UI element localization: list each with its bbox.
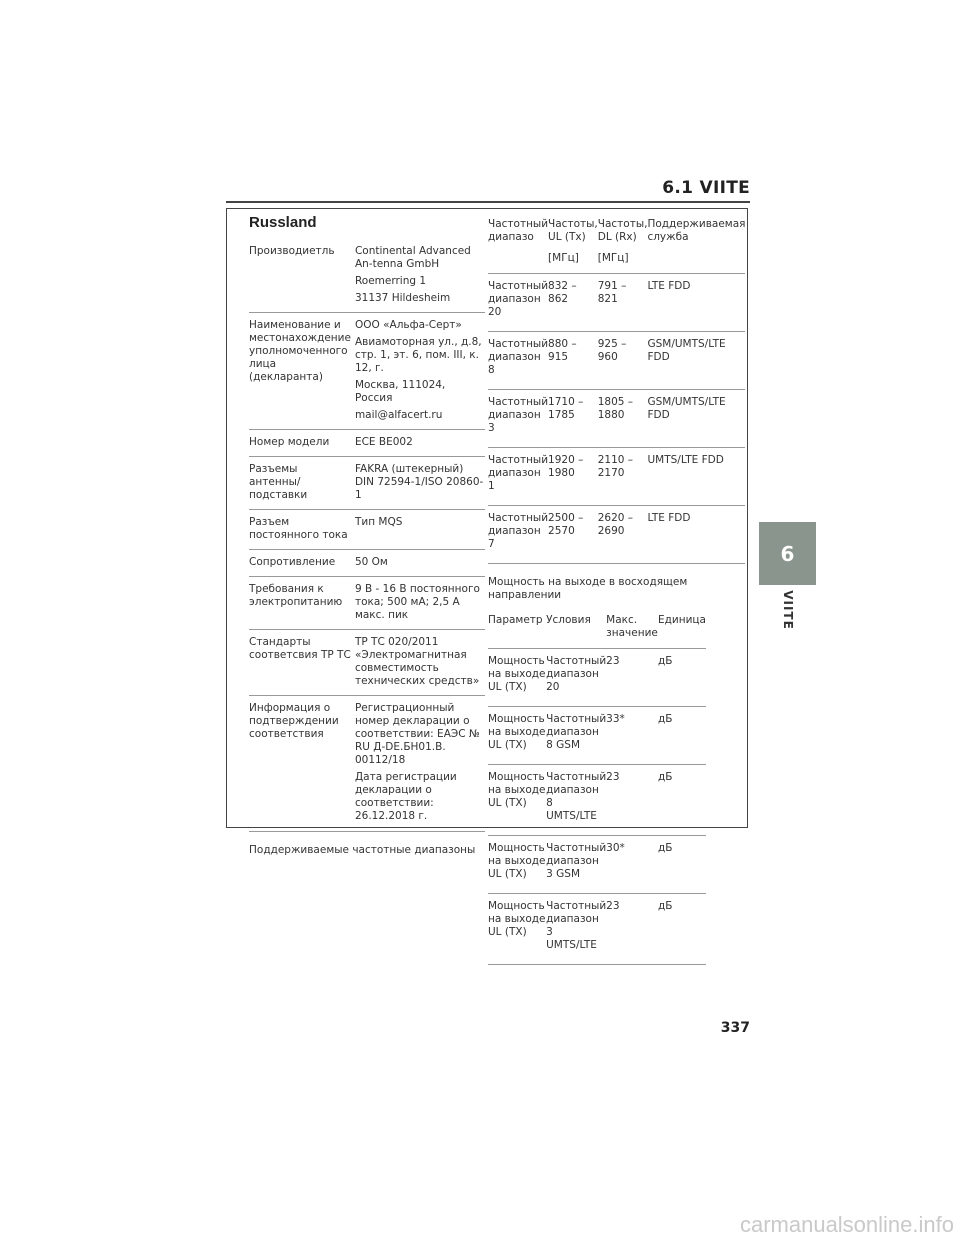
spec-row <box>249 550 485 577</box>
freq-cell: 2620 – 2690 <box>598 506 648 564</box>
power-cell: Частотный диапазон 8 GSM <box>546 707 606 765</box>
spec-value <box>355 457 485 510</box>
power-cell: дБ <box>658 649 706 707</box>
spec-row <box>249 430 485 457</box>
power-cell: Частотный диапазон 20 <box>546 649 606 707</box>
spec-value <box>355 630 485 696</box>
freq-header-line: Поддерживаемая служба <box>647 218 746 243</box>
power-cell: Мощность на выходе UL (TX) <box>488 894 546 965</box>
freq-header-cell <box>647 214 745 274</box>
spec-key: Номер модели <box>249 430 355 457</box>
freq-cell: 1805 – 1880 <box>598 390 648 448</box>
power-cell: Мощность на выходе UL (TX) <box>488 649 546 707</box>
spec-value-line: FAKRA (штекерный) DIN 72594-1/ISO 20860-1 <box>354 463 484 501</box>
freq-header-line: Частоты, UL (Tx) <box>548 218 598 243</box>
frequency-table <box>488 214 745 564</box>
freq-cell: UMTS/LTE FDD <box>647 448 745 506</box>
power-cell: Частотный диапазон 3 GSM <box>546 836 606 894</box>
freq-cell: 791 – 821 <box>598 274 648 332</box>
power-cell: дБ <box>658 707 706 765</box>
freq-cell: 2110 – 2170 <box>598 448 648 506</box>
power-cell: 23 <box>606 765 658 836</box>
freq-header-line: [МГц] <box>597 252 629 264</box>
power-cell: 33* <box>606 707 658 765</box>
freq-header-line: Частотный диапазо <box>488 218 549 243</box>
section-title: Russland <box>249 214 317 231</box>
power-cell: Мощность на выходе UL (TX) <box>488 836 546 894</box>
power-cell: Мощность на выходе UL (TX) <box>488 707 546 765</box>
spec-value-line: Continental Advanced An-tenna GmbH <box>354 245 471 270</box>
power-heading: Мощность на выходе в восходящем направлении <box>488 576 688 601</box>
spec-column <box>249 214 485 856</box>
spec-value-line: ТР ТС 020/2011 «Электромагнитная совместимость технических средств» <box>354 636 480 687</box>
header-rule <box>226 201 750 203</box>
freq-header-cell <box>598 214 648 274</box>
spec-key: Разъем постоянного тока <box>249 510 355 550</box>
freq-cell: Частотный диапазон 20 <box>488 274 548 332</box>
power-row <box>488 765 706 836</box>
freq-header-line: [МГц] <box>548 252 579 264</box>
power-cell: дБ <box>658 765 706 836</box>
frequency-column <box>488 214 746 965</box>
freq-row <box>488 506 745 564</box>
spec-value-line: Регистрационный номер декларации о соответствии: ЕАЭС № RU Д-DE.БН01.В. 00112/18 <box>354 702 480 766</box>
freq-cell: Частотный диапазон 3 <box>488 390 548 448</box>
power-cell: 23 <box>606 649 658 707</box>
spec-row <box>249 577 485 630</box>
spec-value-line: Тип MQS <box>354 516 403 528</box>
spec-key: Требования к электропитанию <box>249 577 355 630</box>
power-header-cell: Единица <box>658 610 706 649</box>
spec-row <box>249 457 485 510</box>
freq-header-line: Частоты, DL (Rx) <box>597 218 648 243</box>
spec-value-line: Дата регистрации декларации о соответствии: 26.12.2018 г. <box>354 771 457 822</box>
freq-row <box>488 274 745 332</box>
power-cell: Частотный диапазон 8 UMTS/LTE <box>546 765 606 836</box>
spec-value-line: ООО «Альфа-Серт» <box>354 319 462 331</box>
power-header-cell: Макс. значение <box>606 610 658 649</box>
spec-value-line: ECE BE002 <box>354 436 413 448</box>
freq-cell: 880 – 915 <box>548 332 598 390</box>
spec-row <box>249 239 485 313</box>
freq-cell: GSM/UMTS/LTE FDD <box>647 332 745 390</box>
spec-value-line: Москва, 111024, Россия <box>354 379 446 404</box>
spec-key: Информация о подтверждении соответствия <box>249 696 355 832</box>
spec-value-line: 31137 Hildesheim <box>354 292 451 304</box>
power-header-cell: Параметр <box>488 610 546 649</box>
page-number: 337 <box>720 1020 750 1036</box>
chapter-header-title: 6.1 VIITE <box>662 178 750 198</box>
spec-key: Разъемы антенны/ подставки <box>249 457 355 510</box>
spec-row <box>249 313 485 430</box>
power-row <box>488 836 706 894</box>
freq-cell: LTE FDD <box>647 274 745 332</box>
spec-value-line: 50 Ом <box>354 556 388 568</box>
power-cell: Мощность на выходе UL (TX) <box>488 765 546 836</box>
spec-key: Производиетль <box>249 239 355 313</box>
freq-cell: Частотный диапазон 1 <box>488 448 548 506</box>
chapter-tab[interactable]: 6 <box>759 522 816 585</box>
spec-value <box>355 577 485 630</box>
power-row <box>488 649 706 707</box>
spec-value-line: 9 В - 16 В постоянного тока; 500 мА; 2,5 А макс. пик <box>354 583 480 621</box>
freq-cell: 1920 – 1980 <box>548 448 598 506</box>
spec-value <box>355 239 485 313</box>
spec-key: Наименование и местонахождение уполномоченного лица (декларанта) <box>249 313 355 430</box>
freq-row <box>488 448 745 506</box>
freq-cell: 925 – 960 <box>598 332 648 390</box>
freq-cell: GSM/UMTS/LTE FDD <box>647 390 745 448</box>
spec-table <box>249 239 485 832</box>
power-cell: 23 <box>606 894 658 965</box>
freq-cell: Частотный диапазон 8 <box>488 332 548 390</box>
chapter-tab-label: VIITE <box>780 590 795 630</box>
power-table <box>488 610 706 965</box>
spec-key: Стандарты соответсвия ТР ТС <box>249 630 355 696</box>
spec-value <box>355 510 485 550</box>
spec-value <box>355 550 485 577</box>
freq-row <box>488 332 745 390</box>
power-row <box>488 894 706 965</box>
spec-value <box>355 313 485 430</box>
power-header-cell: Условия <box>546 610 606 649</box>
power-cell: дБ <box>658 836 706 894</box>
freq-cell: Частотный диапазон 7 <box>488 506 548 564</box>
watermark: carmanualsonline.info <box>739 1212 954 1237</box>
freq-cell: 1710 – 1785 <box>548 390 598 448</box>
spec-value <box>355 430 485 457</box>
power-cell: 30* <box>606 836 658 894</box>
spec-row <box>249 696 485 832</box>
power-cell: дБ <box>658 894 706 965</box>
spec-value-line: mail@alfacert.ru <box>354 409 443 421</box>
freq-cell: 2500 – 2570 <box>548 506 598 564</box>
freq-cell: 832 – 862 <box>548 274 598 332</box>
freq-row <box>488 390 745 448</box>
freq-cell: LTE FDD <box>647 506 745 564</box>
power-row <box>488 707 706 765</box>
frequency-bands-caption: Поддерживаемые частотные диапазоны <box>249 844 476 856</box>
spec-value <box>355 696 485 832</box>
spec-value-line: Roemerring 1 <box>354 275 427 287</box>
freq-header-cell <box>488 214 548 274</box>
power-cell: Частотный диапазон 3 UMTS/LTE <box>546 894 606 965</box>
spec-row <box>249 630 485 696</box>
spec-key: Сопротивление <box>249 550 355 577</box>
spec-value-line: Авиамоторная ул., д.8, стр. 1, эт. 6, пом. III, к. 12, г. <box>354 336 482 374</box>
spec-row <box>249 510 485 550</box>
freq-header-cell <box>548 214 598 274</box>
